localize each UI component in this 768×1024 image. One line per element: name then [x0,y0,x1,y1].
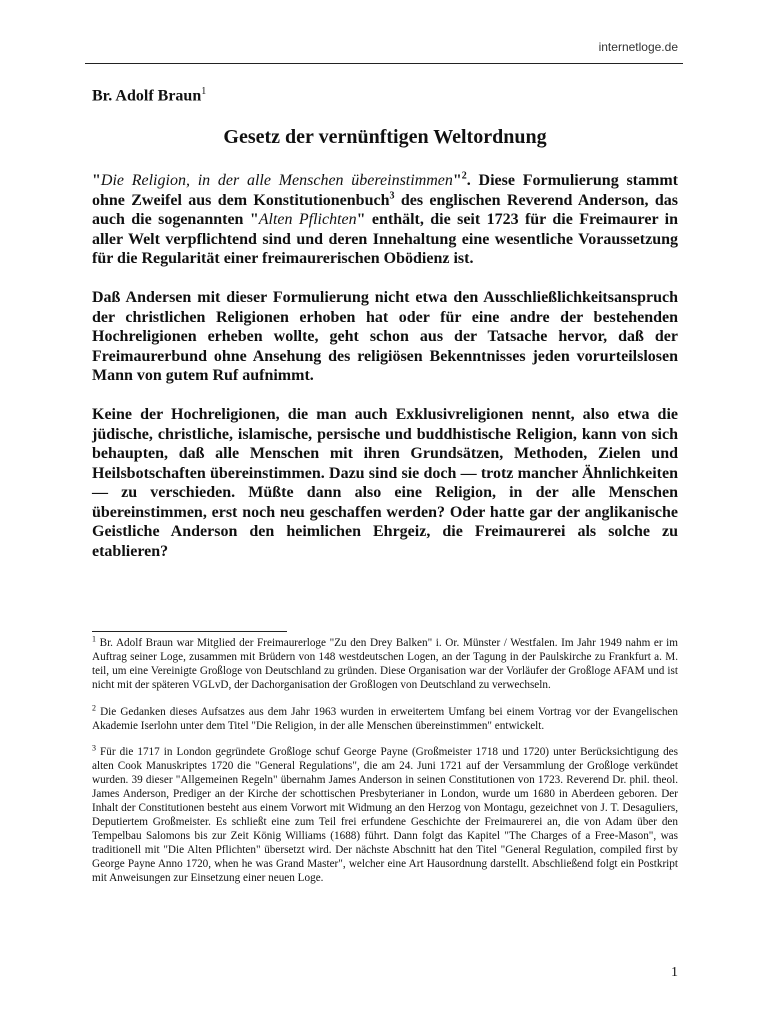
page-number: 1 [671,965,678,980]
footnote-2 [92,702,678,734]
footnotes [92,634,678,899]
paragraph-1-text-a: . Diese Formulierung stammt ohne Zweifel aus dem Konstitutionenbuch [92,172,678,209]
quote-open: " [92,172,101,189]
document-body [92,171,678,581]
footnote-3 [92,743,678,885]
footnote-divider [92,631,287,632]
site-header: internetloge.de [598,40,678,54]
paragraph-1-text-c: " enthält, die seit 1723 für die Freimaurer in aller Welt verpflichtend sind und deren Innehaltung eine wesentliche Voraussetzung für die Regularität einer freimaurerischen Obödienz ist. [92,211,678,267]
paragraph-1 [92,171,678,269]
footnote-text: Br. Adolf Braun war Mitglied der Freimaurerloge "Zu den Drey Balken" i. Or. Münster / Westfalen. Im Jahr 1949 nahm er im Auftrag seiner Loge, zusammen mit Brüdern von 148 westdeutschen Logen, an der Tagung in der Paulskirche zu Frankfurt a. M. teil, um eine Vereinigte Großloge von Deutschland zu gründen. Diese Organisation war der Vorläufer der Großloge AFAM und ist nicht mit der späteren VGLvD, der Dachorganisation der Großlogen von Deutschland zu verwechseln. [92,637,678,691]
alte-pflichten-phrase: Alten Pflichten [258,211,357,228]
paragraph-2: Daß Andersen mit dieser Formulierung nicht etwa den Ausschließlichkeitsanspruch der christlichen Religionen erhoben hat oder für eine andre der bestehenden Hochreligionen erheben wollte, geht schon aus der Tatsache hervor, daß der Freimaurerbund ohne Ansehung des religiösen Bekenntnisses jeden vorurteilslosen Mann von gutem Ruf aufnimmt. [92,289,678,384]
author-name: Br. Adolf Braun [92,87,202,105]
footnote-ref-3[interactable]: 3 [389,190,395,202]
quoted-phrase: Die Religion, in der alle Menschen übereinstimmen [100,172,453,189]
header-divider [85,63,683,64]
paragraph-3: Keine der Hochreligionen, die man auch Exklusivreligionen nennt, also etwa die jüdische, christliche, islamische, persische und buddhistische Religion, kann von sich behaupten, daß alle Menschen mit ihren Grundsätzen, Methoden, Zielen und Heilsbotschaften übereinstimmen. Dazu sind sie doch — trotz mancher Ähnlichkeiten — zu verschieden. Müßte dann also eine Religion, in der alle Menschen übereinstimmen, erst noch neu geschaffen werden? Oder hatte gar der anglikanische Geistliche Anderson den heimlichen Ehrgeiz, die Freimaurerei als solche zu etablieren? [92,406,678,560]
footnote-number: 2 [92,702,96,712]
quote-close: " [452,172,462,189]
footnote-number: 3 [92,743,96,753]
footnote-text: Die Gedanken dieses Aufsatzes aus dem Jahr 1963 wurden in erweitertem Umfang bei einem Vortrag vor der Evangelischen Akademie Iserlohn unter dem Titel "Die Religion, in der alle Menschen übereinstimmen" entwickelt. [92,705,678,732]
footnote-ref-2[interactable]: 2 [461,170,467,182]
paragraph-1-text-b: des englischen Reverend Anderson, das auch die sogenannten " [92,191,679,228]
author-line [92,86,206,105]
footnote-ref-1[interactable]: 1 [201,86,207,97]
document-title: Gesetz der vernünftigen Weltordnung [223,126,547,148]
footnote-text: Für die 1717 in London gegründete Großloge schuf George Payne (Großmeister 1718 und 1720) unter Berücksichtigung des alten Cook Manuskriptes 1720 die "General Regulations", die am 24. Juni 1721 auf der Versammlung der Großloge verkündet wurden. 39 dieser "Allgemeinen Regeln" übernahm James Anderson in seinen Constitutionen von 1723. Reverend Dr. phil. theol. James Anderson, Prediger an der Kirche der schottischen Presbyterianer in London, wurde um 1680 in Aberdeen geboren. Der Inhalt der Constitutionen besteht aus einem Vorwort mit Widmung an den Herzog von Montagu, gezeichnet von J. T. Desaguliers, Deputiertem Großmeister. Es schließt eine zum Teil frei erfundene Geschichte der Freimaurerei an, die von Adam über den Tempelbau Salomons bis zur Zeit König Williams (1688) führt. Dann folgt das Kapitel "The Charges of a Free-Mason", was traditionell mit "Die Alten Pflichten" übersetzt wird. Der nächste Abschnitt hat den Titel "General Regulation, compiled first by George Payne Anno 1720, when he was Grand Master", welcher eine Art Hausordnung darstellt. Abschließend folgt ein Postkript mit Anweisungen zur Einsetzung einer neuen Loge. [92,746,678,884]
footnote-number: 1 [92,634,96,644]
footnote-1 [92,634,678,693]
